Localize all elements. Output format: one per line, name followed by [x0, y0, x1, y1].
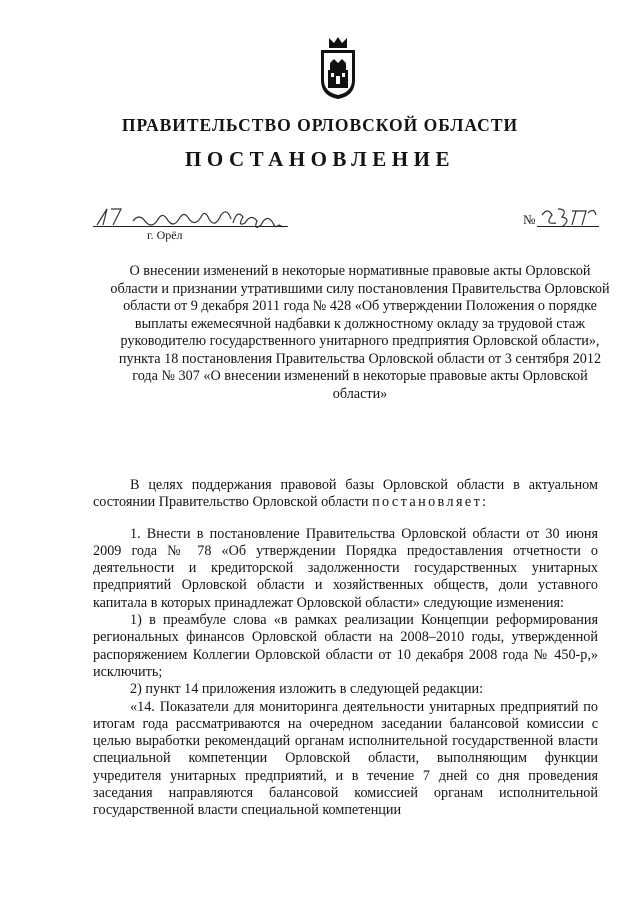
document-type: ПОСТАНОВЛЕНИЕ	[185, 147, 455, 171]
paragraph-1-subitem-1: 1) в преамбуле слова «в рамках реализации Концепции реформирования региональных финансов Орловской области на 2008–2010 годы, утвержденной распоряжением Коллегии Орловской области от 10 декабря 2008 года № 450-р,» исключить;	[93, 612, 598, 680]
document-subject: О внесении изменений в некоторые нормативные правовые акты Орловской области и признании утратившими силу постановления Правительства Орловской области от 9 декабря 2011 года № 428 «Об утверждении Положения о порядке выплаты ежемесячной надбавки к должностному окладу за трудовой стаж руководителю государственного унитарного предприятия Орловской области», пункта 18 постановления Правительства Орловской области от 3 сентября 2012 года № 307 «О внесении изменений в некоторые правовые акты Орловской области»	[110, 263, 610, 402]
preamble-text: В целях поддержания правовой базы Орловской области в актуальном состоянии Правительство Орловской области	[93, 477, 598, 511]
date-underline	[93, 226, 288, 227]
preamble-verb: постановляет	[372, 494, 483, 511]
number-underline	[537, 226, 599, 227]
paragraph-14-quote: «14. Показатели для мониторинга деятельности унитарных предприятий по итогам года рассматриваются на очередном заседании балансовой комиссии с целью выработки рекомендаций органам исполнительной государственной власти специальной компетенции Орловской области, выполняющим функции учредителя унитарных предприятий, и в течение 7 дней со дня проведения заседания направляются балансовой комиссией органам исполнительной государственной власти специальной компетенции	[93, 698, 598, 819]
government-title: ПРАВИТЕЛЬСТВО ОРЛОВСКОЙ ОБЛАСТИ	[121, 115, 519, 135]
paragraph-1: 1. Внести в постановление Правительства Орловской области от 30 июня 2009 года № 78 «Об утверждении Порядка предоставления отчетности о деятельности и кредиторской задолженности государственных унитарных предприятий Орловской области и хозяйственных обществ, доли уставного капитала в которых принадлежат Орловской области» следующие изменения:	[93, 525, 598, 611]
paragraph-1-subitem-2: 2) пункт 14 приложения изложить в следующей редакции:	[130, 681, 484, 698]
document-body	[93, 477, 598, 820]
preamble-colon: :	[482, 494, 487, 511]
preamble-paragraph	[93, 477, 598, 512]
number-label: №	[523, 212, 536, 227]
coat-of-arms-icon	[318, 36, 358, 100]
city-label: г. Орёл	[147, 228, 183, 242]
